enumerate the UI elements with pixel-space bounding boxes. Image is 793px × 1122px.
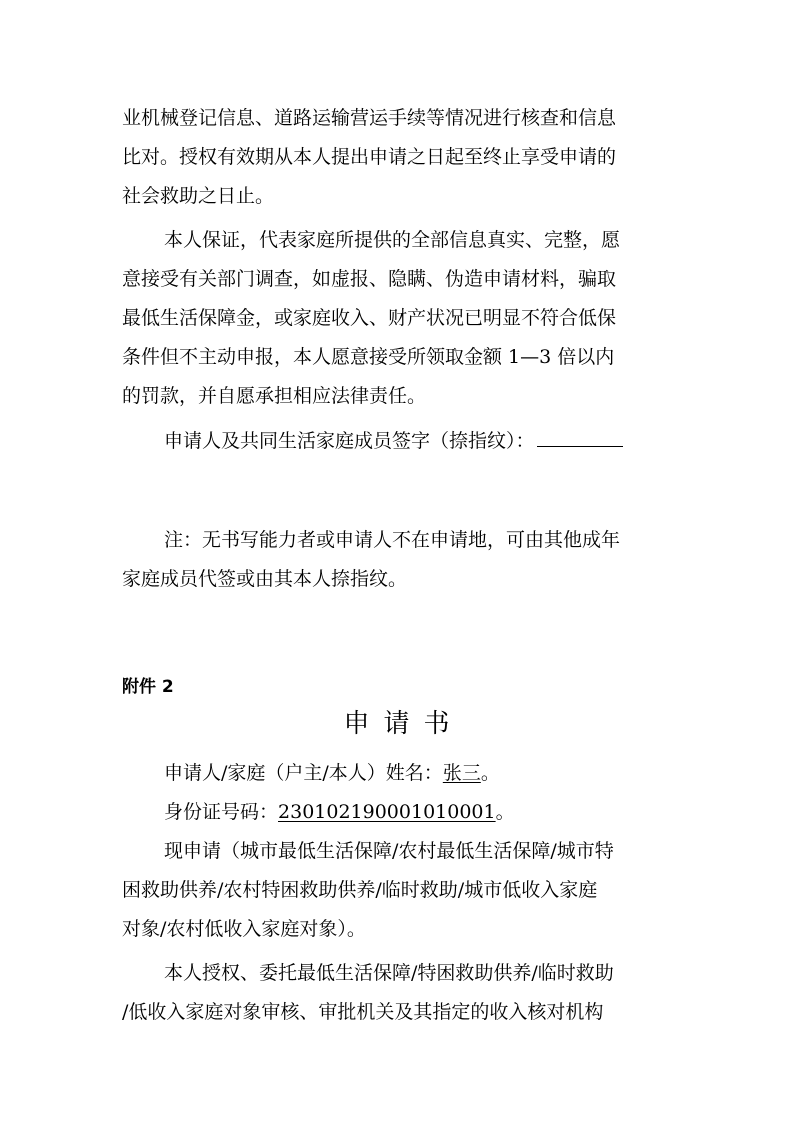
signature-line <box>164 428 623 453</box>
apply-text-line: 困救助供养/农村特困救助供养/临时救助/城市低收入家庭 <box>122 879 598 901</box>
body-text-line: 社会救助之日止。 <box>122 185 275 207</box>
punctuation: 。 <box>495 801 515 823</box>
applicant-name-line <box>164 761 500 785</box>
applicant-name-label: 申请人/家庭（户主/本人）姓名： <box>164 762 443 784</box>
body-text-line: 比对。授权有效期从本人提出申请之日起至终止享受申请的 <box>122 146 617 168</box>
body-text-line: 最低生活保障金，或家庭收入、财产状况已明显不符合低保 <box>122 307 617 329</box>
document-title: 申请书 <box>343 709 464 739</box>
apply-text-line: 对象/农村低收入家庭对象）。 <box>122 918 366 940</box>
note-text-line: 注：无书写能力者或申请人不在申请地，可由其他成年 <box>164 529 621 551</box>
body-text-line: 本人保证，代表家庭所提供的全部信息真实、完整，愿 <box>164 229 621 251</box>
body-text-line: 意接受有关部门调查，如虚报、隐瞒、伪造申请材料，骗取 <box>122 268 617 290</box>
authorization-text-line: /低收入家庭对象审核、审批机关及其指定的收入核对机构 <box>122 1001 604 1023</box>
apply-text-line: 现申请（城市最低生活保障/农村最低生活保障/城市特 <box>164 840 614 862</box>
punctuation: 。 <box>480 762 500 784</box>
signature-blank[interactable] <box>537 428 623 447</box>
note-text-line: 家庭成员代签或由其本人捺指纹。 <box>122 568 408 590</box>
id-number-label: 身份证号码： <box>164 801 279 823</box>
signature-label: 申请人及共同生活家庭成员签字（捺指纹）： <box>164 430 535 452</box>
body-text-line: 条件但不主动申报，本人愿意接受所领取金额 1—3 倍以内 <box>122 346 615 368</box>
applicant-name-value: 张三 <box>442 762 481 784</box>
body-text-line: 业机械登记信息、道路运输营运手续等情况进行核查和信息 <box>122 107 617 129</box>
annex-label: 附件 2 <box>122 677 174 697</box>
id-number-value: 230102190001010001 <box>278 801 496 823</box>
id-number-line <box>164 800 515 824</box>
authorization-text-line: 本人授权、委托最低生活保障/特困救助供养/临时救助 <box>164 962 614 984</box>
body-text-line: 的罚款，并自愿承担相应法律责任。 <box>122 385 427 407</box>
